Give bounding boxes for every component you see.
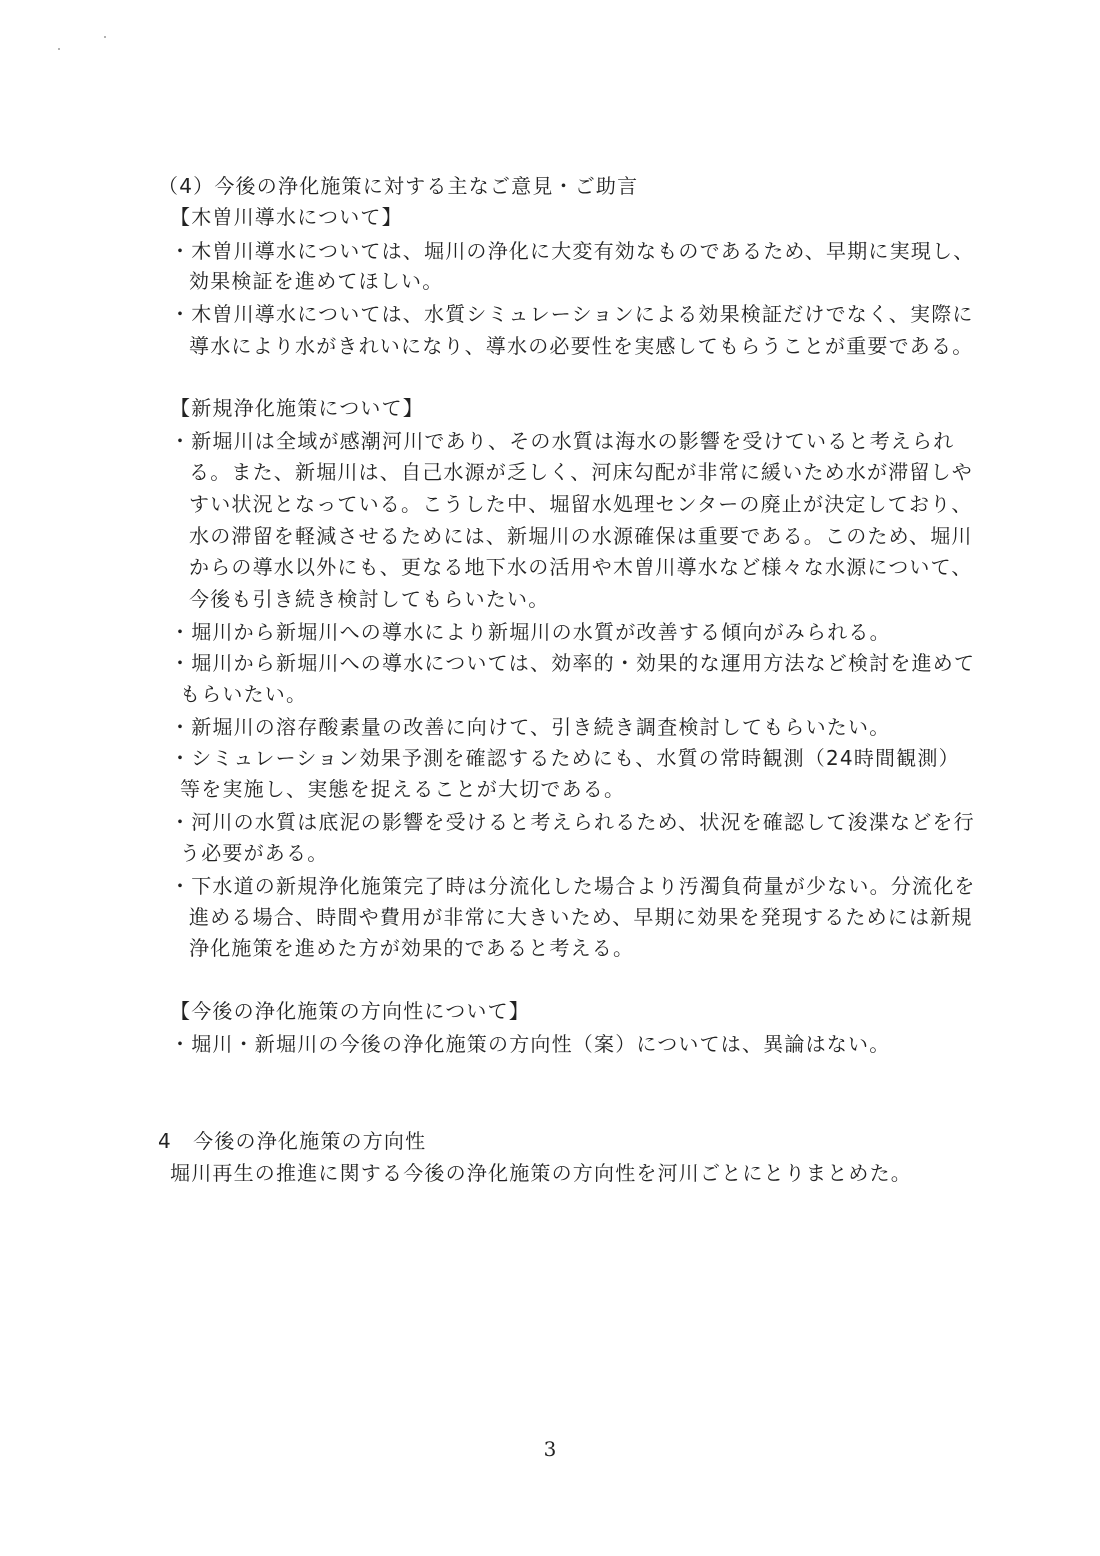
text-line: ・シミュレーション効果予測を確認するためにも、水質の常時観測（24時間観測）: [170, 746, 960, 770]
text-line: う必要がある。: [180, 841, 329, 865]
text-line: ・堀川・新堀川の今後の浄化施策の方向性（案）については、異論はない。: [170, 1032, 891, 1056]
text-line: ・下水道の新規浄化施策完了時は分流化した場合より汚濁負荷量が少ない。分流化を: [170, 874, 976, 898]
text-line: 進める場合、時間や費用が非常に大きいため、早期に効果を発現するためには新規: [189, 905, 973, 929]
text-line: ・新堀川は全域が感潮河川であり、その水質は海水の影響を受けていると考えられ: [170, 429, 955, 453]
text-line: ・堀川から新堀川への導水については、効率的・効果的な運用方法など検討を進めて: [170, 651, 976, 675]
text-line: からの導水以外にも、更なる地下水の活用や木曽川導水など様々な水源について、: [189, 555, 973, 579]
subheading-direction: 【今後の浄化施策の方向性について】: [170, 999, 530, 1023]
section-4-body: 堀川再生の推進に関する今後の浄化施策の方向性を河川ごとにとりまとめた。: [170, 1161, 912, 1185]
text-line: ・木曽川導水については、水質シミュレーションによる効果検証だけでなく、実際に: [170, 302, 974, 326]
subheading-kisogawa: 【木曽川導水について】: [170, 205, 403, 229]
scan-speck: [104, 36, 106, 38]
text-line: すい状況となっている。こうした中、堀留水処理センターの廃止が決定しており、: [189, 492, 973, 516]
text-line: ・新堀川の溶存酸素量の改善に向けて、引き続き調査検討してもらいたい。: [170, 715, 891, 739]
text-line: ・河川の水質は底泥の影響を受けると考えられるため、状況を確認して浚渫などを行: [170, 810, 975, 834]
text-line: 効果検証を進めてほしい。: [189, 269, 444, 293]
text-line: ・木曽川導水については、堀川の浄化に大変有効なものであるため、早期に実現し、: [170, 239, 975, 263]
text-line: 導水により水がきれいになり、導水の必要性を実感してもらうことが重要である。: [189, 334, 974, 358]
text-line: 等を実施し、実態を捉えることが大切である。: [180, 777, 626, 801]
text-line: る。また、新堀川は、自己水源が乏しく、河床勾配が非常に緩いため水が滞留しや: [189, 460, 973, 484]
section-heading-4-subsection: （4）今後の浄化施策に対する主なご意見・ご助言: [158, 174, 639, 198]
text-line: 水の滞留を軽減させるためには、新堀川の水源確保は重要である。このため、堀川: [189, 524, 973, 548]
text-line: もらいたい。: [180, 682, 308, 706]
section-heading-4: 4 今後の浄化施策の方向性: [158, 1129, 427, 1153]
text-line: 浄化施策を進めた方が効果的であると考える。: [189, 936, 635, 960]
text-line: ・堀川から新堀川への導水により新堀川の水質が改善する傾向がみられる。: [170, 620, 891, 644]
page-number: 3: [543, 1437, 557, 1461]
scan-speck: [58, 48, 60, 50]
text-line: 今後も引き続き検討してもらいたい。: [189, 587, 550, 611]
subheading-new-measures: 【新規浄化施策について】: [170, 396, 424, 420]
